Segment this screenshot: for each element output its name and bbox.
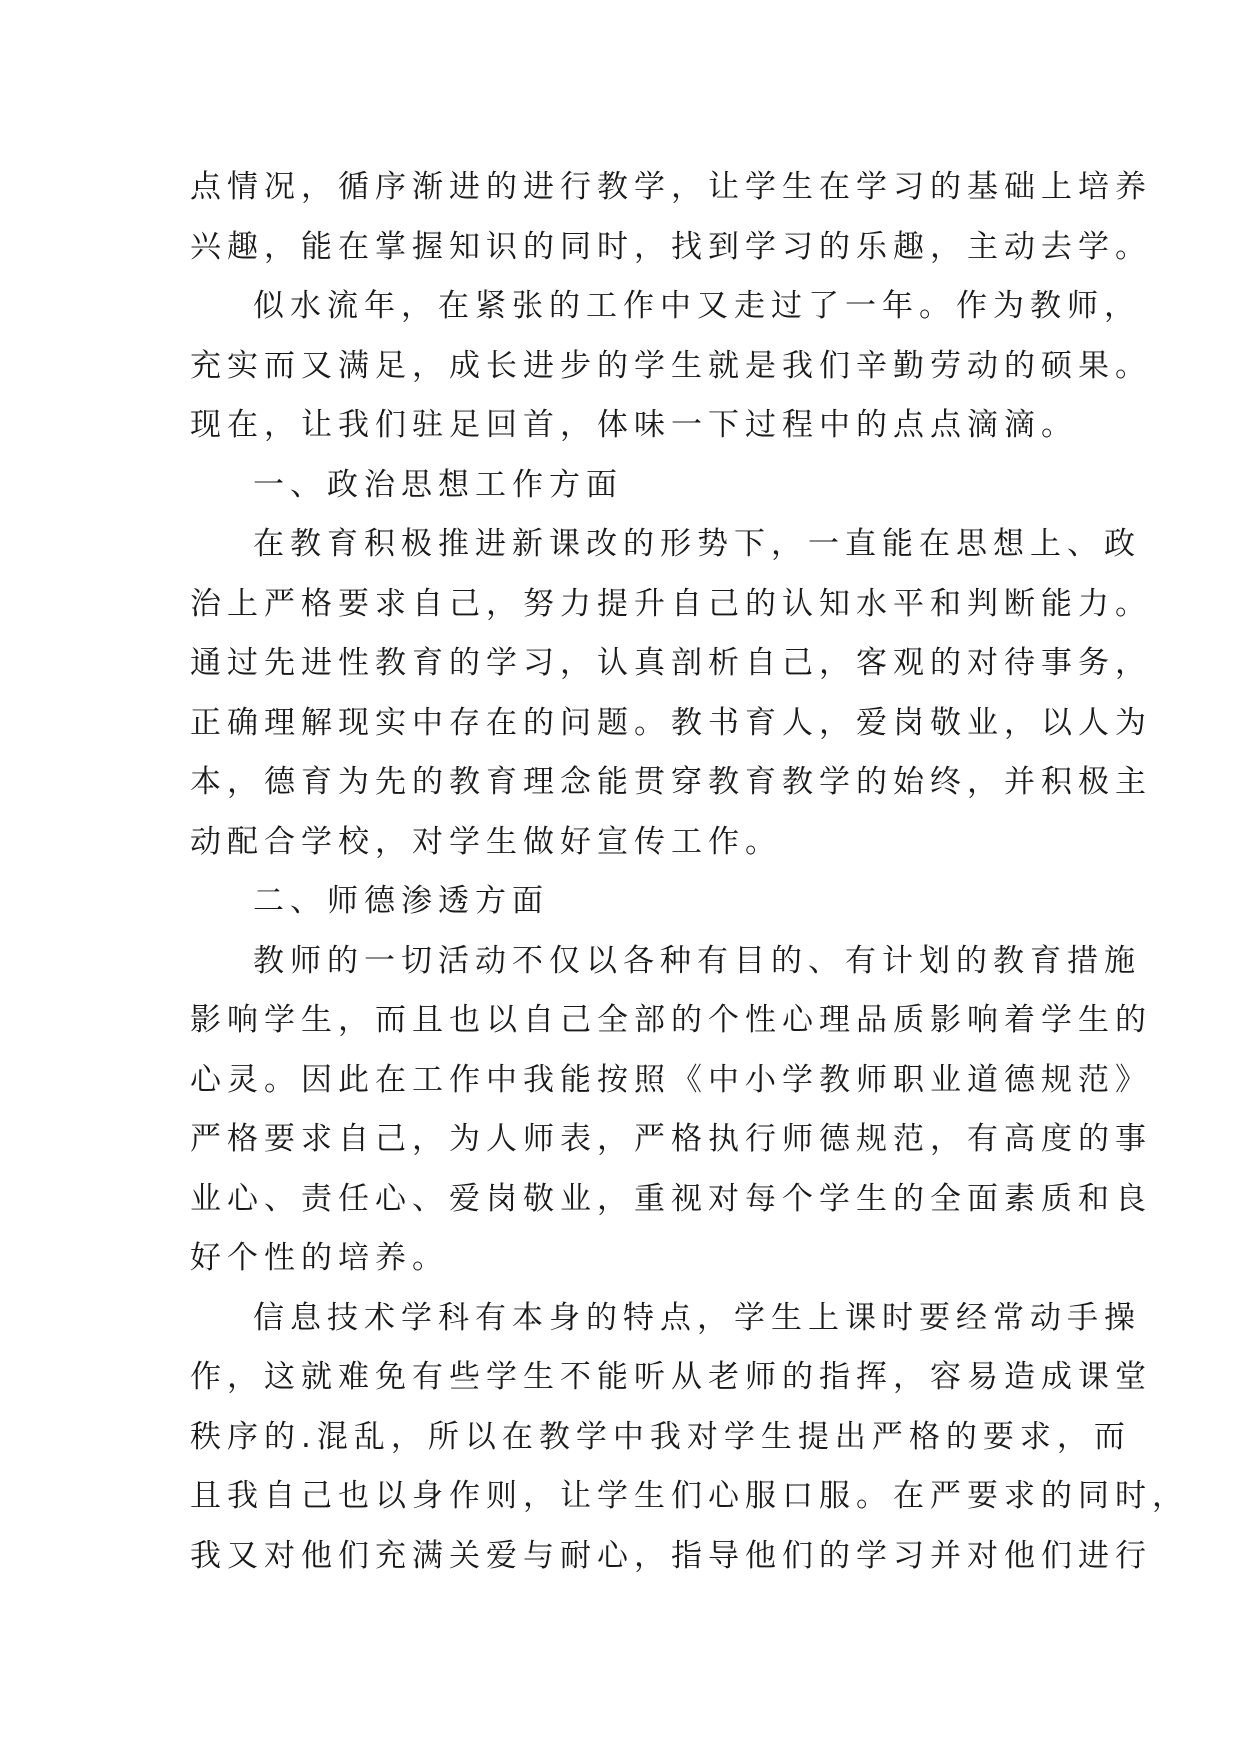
text-line: 好个性的培养。 <box>190 1240 449 1276</box>
text-line: 影响学生，而且也以自己全部的个性心理品质影响着学生的 <box>190 1002 1152 1038</box>
section-heading: 一、政治思想工作方面 <box>253 466 623 503</box>
text-line: 业心、责任心、爱岗敬业，重视对每个学生的全面素质和良 <box>190 1180 1152 1217</box>
text-line: 现在，让我们驻足回首，体味一下过程中的点点滴滴。 <box>190 407 1078 443</box>
text-line: 本，德育为先的教育理念能贯穿教育教学的始终，并积极主 <box>190 764 1152 800</box>
text-line: 充实而又满足，成长进步的学生就是我们辛勤劳动的硕果。 <box>190 347 1152 384</box>
text-line: 严格要求自己，为人师表，严格执行师德规范，有高度的事 <box>190 1121 1152 1157</box>
text-line: 正确理解现实中存在的问题。教书育人，爱岗敬业，以人为 <box>190 704 1152 741</box>
text-line: 动配合学校，对学生做好宣传工作。 <box>190 823 782 860</box>
text-line: 点情况，循序渐进的进行教学，让学生在学习的基础上培养 <box>190 169 1152 205</box>
paragraph-start-line: 在教育积极推进新课改的形势下，一直能在思想上、政 <box>253 526 1141 562</box>
paragraph-start-line: 信息技术学科有本身的特点，学生上课时要经常动手操 <box>253 1299 1141 1336</box>
section-heading: 二、师德渗透方面 <box>253 883 549 919</box>
text-line: 通过先进性教育的学习，认真剖析自己，客观的对待事务， <box>190 645 1152 681</box>
text-line: 作，这就难免有些学生不能听从老师的指挥，容易造成课堂 <box>190 1359 1152 1395</box>
paragraph-start-line: 似水流年，在紧张的工作中又走过了一年。作为教师， <box>253 288 1141 324</box>
text-line: 且我自己也以身作则，让学生们心服口服。在严要求的同时， <box>190 1478 1189 1514</box>
text-line: 秩序的.混乱，所以在教学中我对学生提出严格的要求，而 <box>190 1418 1131 1455</box>
text-line: 治上严格要求自己，努力提升自己的认知水平和判断能力。 <box>190 585 1152 622</box>
text-line: 心灵。因此在工作中我能按照《中小学教师职业道德规范》 <box>190 1061 1152 1098</box>
text-line: 兴趣，能在掌握知识的同时，找到学习的乐趣，主动去学。 <box>190 228 1152 265</box>
document-body <box>190 158 1189 1586</box>
paragraph-start-line: 教师的一切活动不仅以各种有目的、有计划的教育措施 <box>253 942 1141 979</box>
text-line: 我又对他们充满关爱与耐心，指导他们的学习并对他们进行 <box>190 1537 1152 1574</box>
